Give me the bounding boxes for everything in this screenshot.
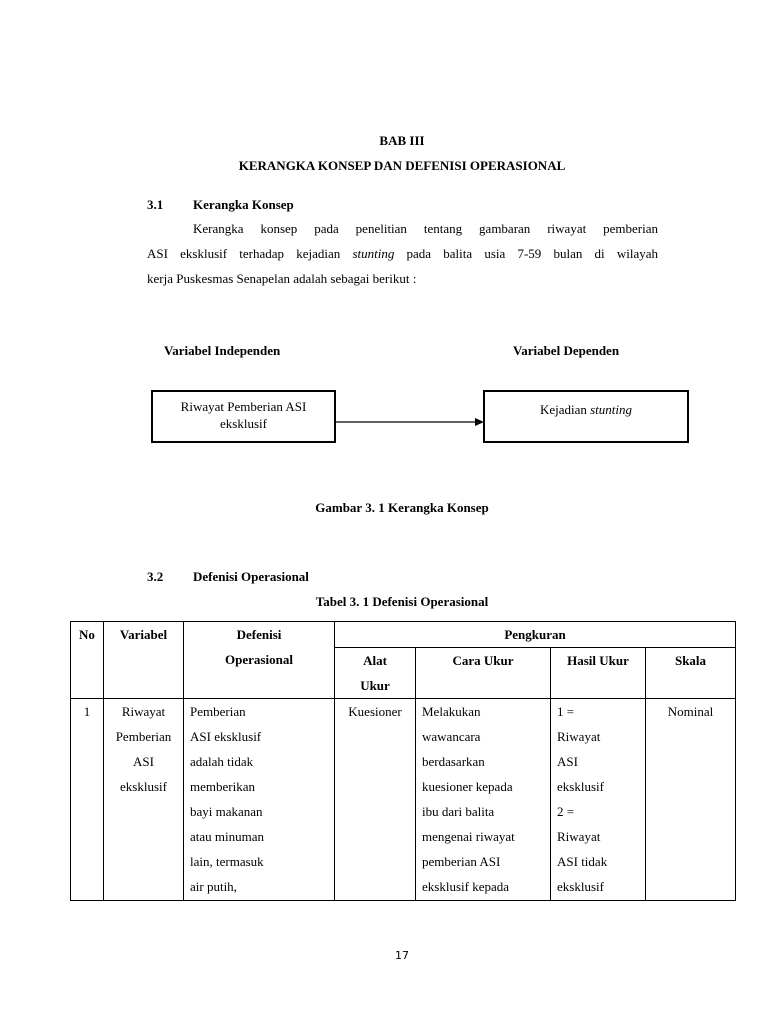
header-pengkuran: Pengkuran xyxy=(335,622,736,648)
header-defenisi: Defenisi Operasional xyxy=(184,622,335,699)
independent-variable-label: Variabel Independen xyxy=(164,343,281,358)
dependent-variable-label: Variabel Dependen xyxy=(513,343,620,358)
header-cara-ukur: Cara Ukur xyxy=(416,648,551,699)
table-caption: Tabel 3. 1 Defenisi Operasional xyxy=(315,594,489,609)
paragraph-line-2: ASI eksklusif terhadap kejadian stunting pada balita usia 7-59 bulan di wilayah xyxy=(147,246,658,261)
independent-box-line-2: eksklusif xyxy=(220,416,267,431)
table-header-row-1 xyxy=(71,622,736,648)
cell-defenisi: Pemberian ASI eksklusif adalah tidak memberikan bayi makanan atau minuman lain, termasuk air putih, xyxy=(184,699,335,901)
section-1-title: Kerangka Konsep xyxy=(193,197,294,212)
table-row xyxy=(71,699,736,901)
header-alat-ukur: Alat Ukur xyxy=(335,648,416,699)
section-2-title: Defenisi Operasional xyxy=(193,569,309,584)
dependent-variable-box: Kejadian stunting xyxy=(483,390,689,443)
cell-alat-ukur: Kuesioner xyxy=(335,699,416,901)
header-hasil-ukur: Hasil Ukur xyxy=(551,648,646,699)
figure-caption: Gambar 3. 1 Kerangka Konsep xyxy=(315,500,489,515)
chapter-label: BAB III xyxy=(379,133,425,148)
independent-variable-box xyxy=(151,390,336,443)
chapter-title: KERANGKA KONSEP DAN DEFENISI OPERASIONAL xyxy=(238,158,566,173)
operational-definition-table xyxy=(70,621,736,901)
independent-box-line-1: Riwayat Pemberian ASI xyxy=(180,399,307,414)
section-1-number: 3.1 xyxy=(147,197,164,212)
header-no: No xyxy=(71,622,104,699)
arrow-connector xyxy=(334,414,486,430)
cell-cara-ukur: Melakukan wawancara berdasarkan kuesioner kepada ibu dari balita mengenai riwayat pemberian ASI eksklusif kepada xyxy=(416,699,551,901)
cell-skala: Nominal xyxy=(646,699,736,901)
cell-hasil-ukur: 1 = Riwayat ASI eksklusif 2 = Riwayat ASI tidak eksklusif xyxy=(551,699,646,901)
section-1-paragraph xyxy=(147,216,658,291)
paragraph-line-1: Kerangka konsep pada penelitian tentang gambaran riwayat pemberian xyxy=(193,221,658,236)
cell-variabel: Riwayat Pemberian ASI eksklusif xyxy=(104,699,184,901)
header-variabel: Variabel xyxy=(104,622,184,699)
header-skala: Skala xyxy=(646,648,736,699)
page-number: 17 xyxy=(395,949,409,962)
paragraph-line-3: kerja Puskesmas Senapelan adalah sebagai berikut : xyxy=(147,271,417,286)
section-2-number: 3.2 xyxy=(147,569,164,584)
cell-no: 1 xyxy=(71,699,104,901)
